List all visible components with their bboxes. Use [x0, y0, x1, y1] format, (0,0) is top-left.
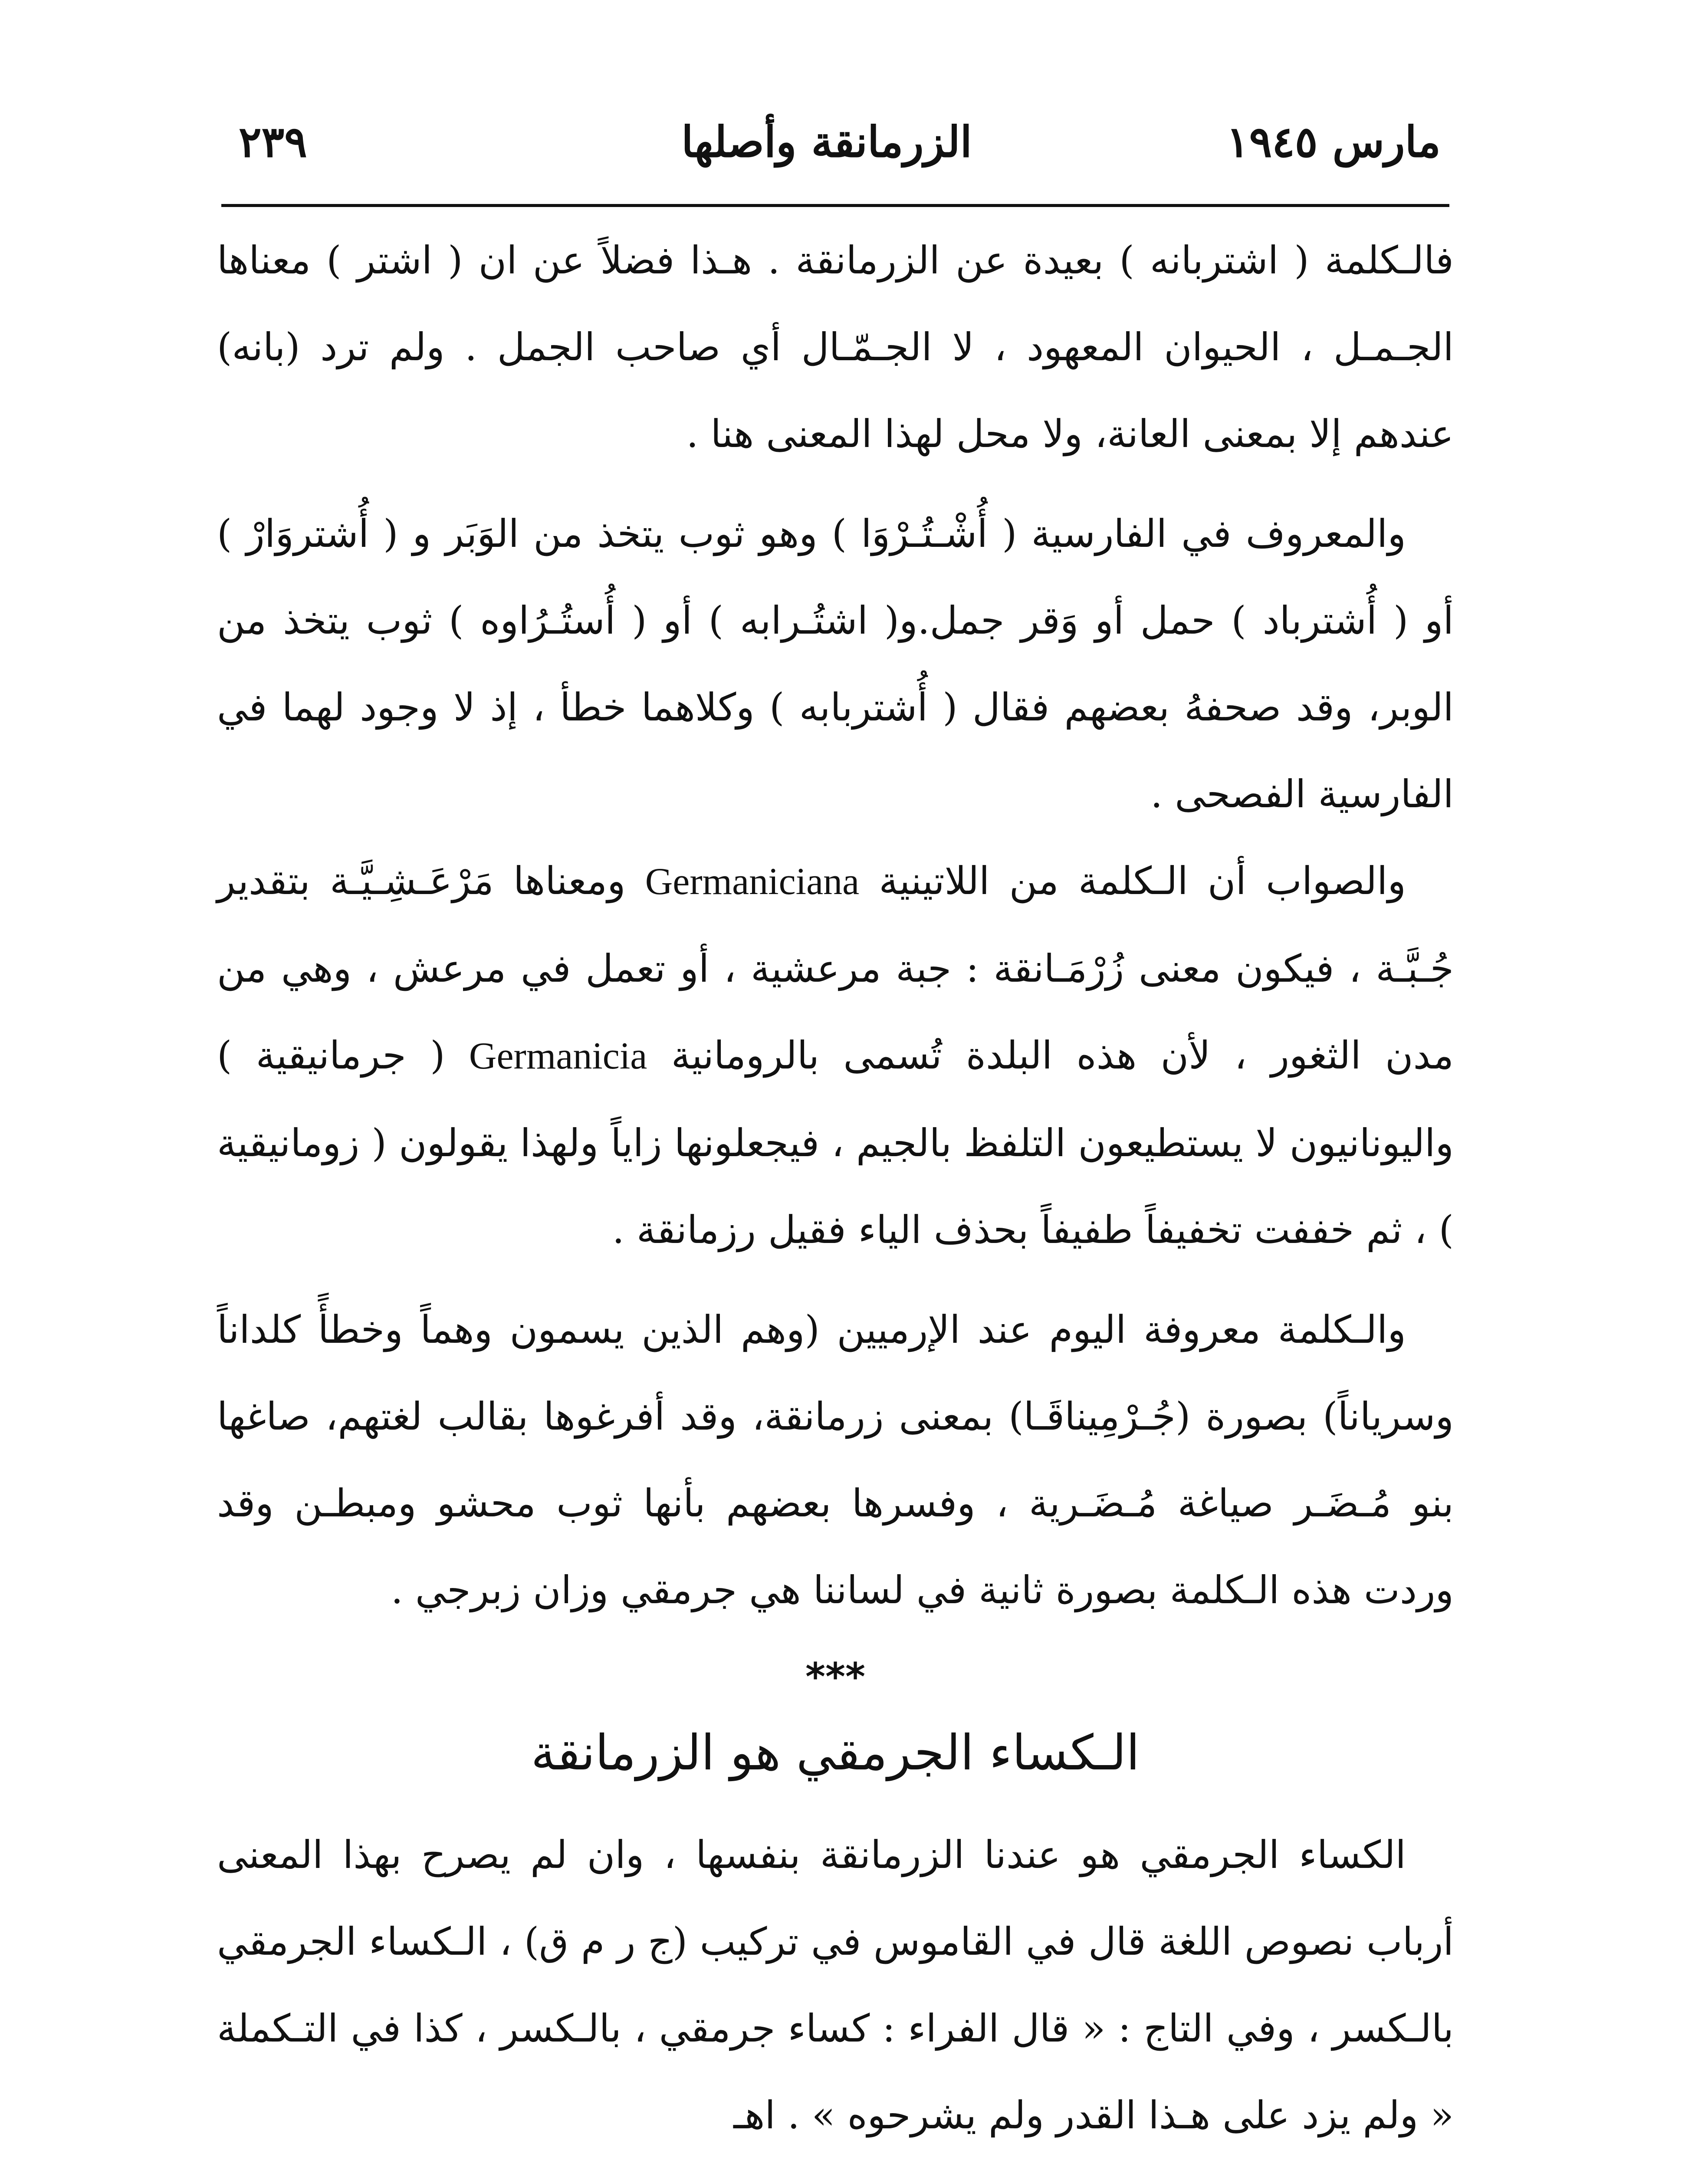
paragraph-text: ومعناها مَرْعَـشِـيَّـة بتقدير جُـبَّـة ، فيكون معنى زُرْمَـانقة : جبة مرعشية ، أو تعمل في مرعش ، وهي من مدن الثغور ، لأن هذه البلدة تُسمى بالرومانية — [217, 858, 1454, 1078]
header-rule — [221, 204, 1449, 207]
running-title: الزرمانقة وأصلها — [681, 117, 972, 167]
paragraph: والـكلمة معروفة اليوم عند الإرميين (وهم الذين يسمون وهماً وخطأً كلداناً وسرياناً) بصورة (جُـرْمِيناقَـا) بمعنى زرمانقة، وقد أفرغوها بقالب لغتهم، صاغها بنو مُـضَـر صياغة مُـضَـرية ، وفسرها بعضهم بأنها ثوب محشو ومبطـن وقد وردت هذه الـكلمة بصورة ثانية في لساننا هي جرمقي وزان زبرجي . — [217, 1307, 1454, 1612]
article-body — [217, 217, 1454, 2170]
paragraph-text: ( جرمانيقية ) واليونانيون لا يستطيعون التلفظ بالجيم ، فيجعلونها زاياً ولهذا يقولون ( زومانيقية ) ، ثم خففت تخفيفاً طفيفاً بحذف الياء فقيل رزمانقة . — [217, 1033, 1454, 1252]
issue-date: مارس ١٩٤٥ — [1226, 117, 1441, 167]
paragraph-etymology — [217, 838, 1454, 1273]
page-header — [213, 108, 1441, 182]
paragraph-text: والصواب أن الـكلمة من اللاتينية — [879, 858, 1406, 903]
page-number: ٢٣٩ — [239, 117, 307, 167]
section-heading: الـكساء الجرمقي هو الزرمانقة — [531, 1725, 1140, 1781]
latin-term: Germanicia — [469, 1035, 647, 1077]
paragraph: الكساء الجرمقي هو عندنا الزرمانقة بنفسها ، وان لم يصرح بهذا المعنى أرباب نصوص اللغة قال في القاموس في تركيب (ج ر م ق) ، الـكساء الجرمقي بالـكسر ، وفي التاج : « قال الفراء : كساء جرمقي ، بالـكسر ، كذا في التـكملة « ولم يزد على هـذا القدر ولم يشرحوه » . اهـ — [217, 1832, 1454, 2137]
latin-term: Germaniciana — [645, 861, 860, 903]
paragraph: فالـكلمة ( اشتربانه ) بعيدة عن الزرمانقة . هـذا فضلاً عن ان ( اشتر ) معناها الجـمـل ، الحيوان المعهود ، لا الجـمّـال أي صاحب الجمل . ولم ترد (بانه) عندهم إلا بمعنى العانة، ولا محل لهذا المعنى هنا . — [217, 238, 1454, 456]
paragraph: والمعروف في الفارسية ( أُشْـتُـرْوَا ) وهو ثوب يتخذ من الوَبَر و ( أُشتروَارْ ) أو ( أُشترباد ) حمل أو وَقر جمل.و( اشتُـرابه ) أو ( أُستُـرُاوه ) ثوب يتخذ من الوبر، وقد صحفهُ بعضهم فقال ( أُشتربابه ) وكلاهما خطأ ، إذ لا وجود لهما في الفارسية الفصحى . — [217, 511, 1454, 816]
section-separator: *** — [805, 1654, 866, 1699]
